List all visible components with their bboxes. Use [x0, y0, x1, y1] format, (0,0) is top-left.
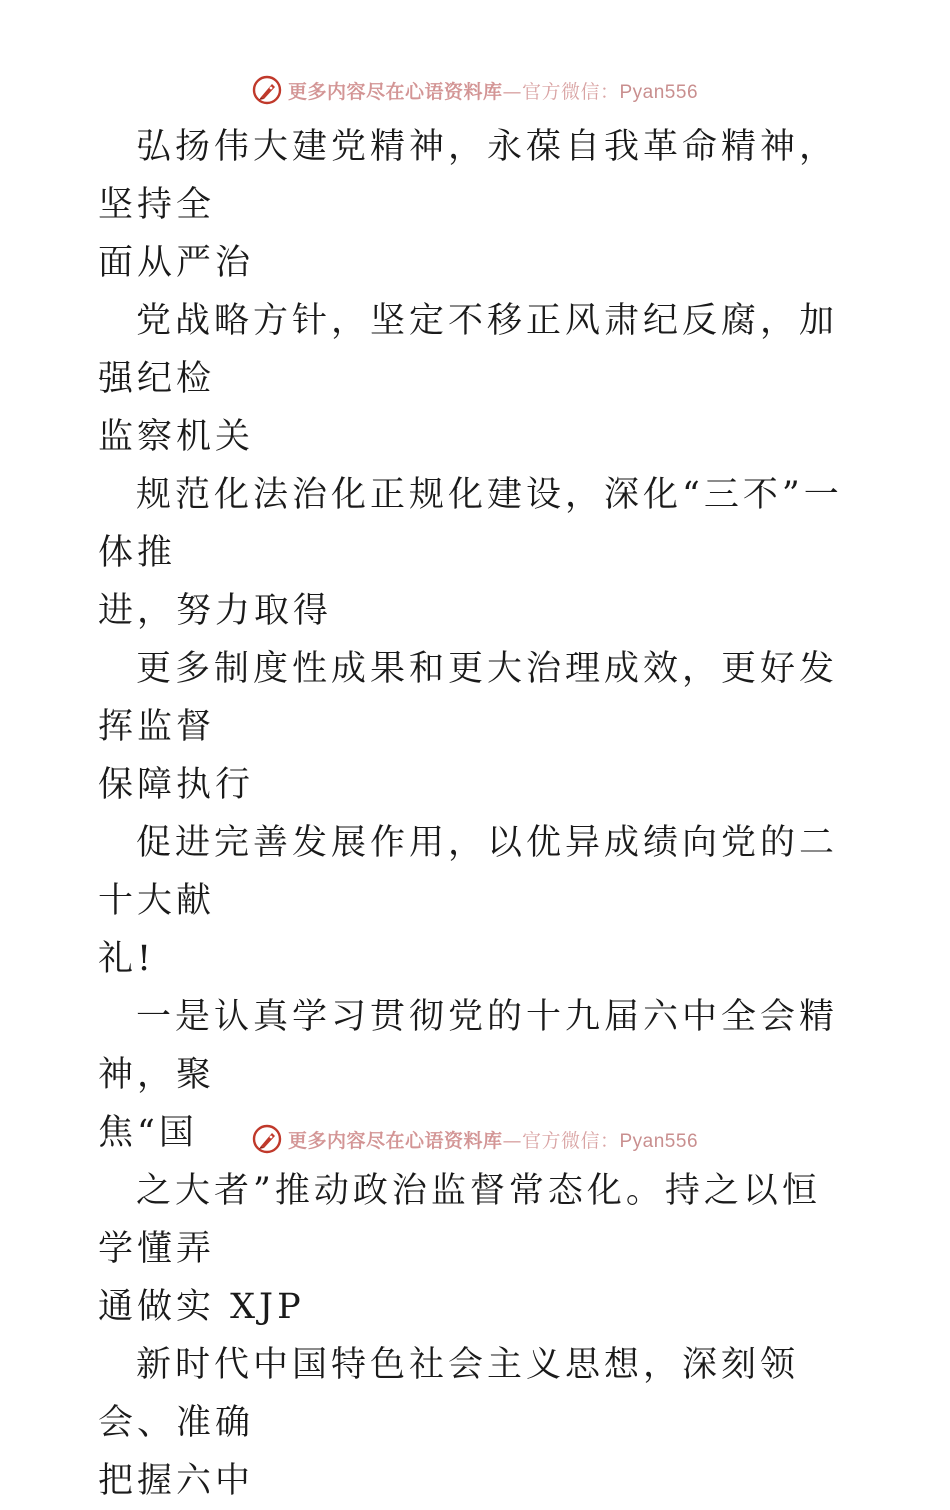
footer-banner-dash: —	[502, 1129, 522, 1152]
pen-nib-logo-icon	[252, 75, 282, 105]
paragraph-4-line-1: 更多制度性成果和更大治理成效，更好发挥监督	[98, 649, 839, 747]
header-banner-text	[288, 77, 698, 104]
header-banner	[252, 75, 698, 105]
paragraph-5-line-1: 促进完善发展作用，以优异成绩向党的二十大献	[98, 823, 839, 921]
paragraph-5	[98, 814, 858, 988]
paragraph-2	[98, 292, 858, 466]
header-banner-dash: —	[502, 80, 522, 103]
footer-banner	[252, 1124, 698, 1154]
paragraph-1-line-1: 弘扬伟大建党精神，永葆自我革命精神，坚持全	[98, 127, 839, 225]
paragraph-3-line-2: 进，努力取得	[98, 591, 333, 631]
footer-banner-id: Pyan556	[619, 1130, 699, 1152]
paragraph-7	[98, 1162, 858, 1336]
paragraph-6-line-2: 焦“国	[98, 1113, 198, 1153]
header-banner-id: Pyan556	[619, 81, 699, 103]
paragraph-1-line-2: 面从严治	[98, 243, 255, 283]
paragraph-1	[98, 118, 858, 292]
document-body	[98, 118, 858, 1510]
page-footer-banner	[0, 1119, 950, 1159]
paragraph-5-line-2: 礼!	[98, 939, 156, 979]
paragraph-4-line-2: 保障执行	[98, 765, 255, 805]
paragraph-7-line-1: 之大者”推动政治监督常态化。持之以恒学懂弄	[98, 1171, 821, 1269]
paragraph-4	[98, 640, 858, 814]
paragraph-8-line-1: 新时代中国特色社会主义思想，深刻领会、准确	[98, 1345, 800, 1443]
paragraph-7-line-2: 通做实 XJP	[98, 1287, 305, 1327]
paragraph-8-line-2: 把握六中	[98, 1461, 255, 1501]
paragraph-2-line-1: 党战略方针，坚定不移正风肃纪反腐，加强纪检	[98, 301, 839, 399]
header-banner-main: 更多内容尽在心语资料库	[287, 80, 503, 103]
header-banner-sub: 官方微信：	[521, 80, 620, 103]
footer-banner-main: 更多内容尽在心语资料库	[287, 1129, 503, 1152]
paragraph-3	[98, 466, 858, 640]
footer-banner-text	[288, 1126, 698, 1153]
paragraph-2-line-2: 监察机关	[98, 417, 255, 457]
footer-banner-sub: 官方微信：	[521, 1129, 620, 1152]
page-header-banner	[0, 70, 950, 110]
pen-nib-logo-icon	[252, 1124, 282, 1154]
paragraph-8	[98, 1336, 858, 1510]
paragraph-6-line-1: 一是认真学习贯彻党的十九届六中全会精神，聚	[98, 997, 839, 1095]
paragraph-3-line-1: 规范化法治化正规化建设，深化“三不”一体推	[98, 475, 843, 573]
